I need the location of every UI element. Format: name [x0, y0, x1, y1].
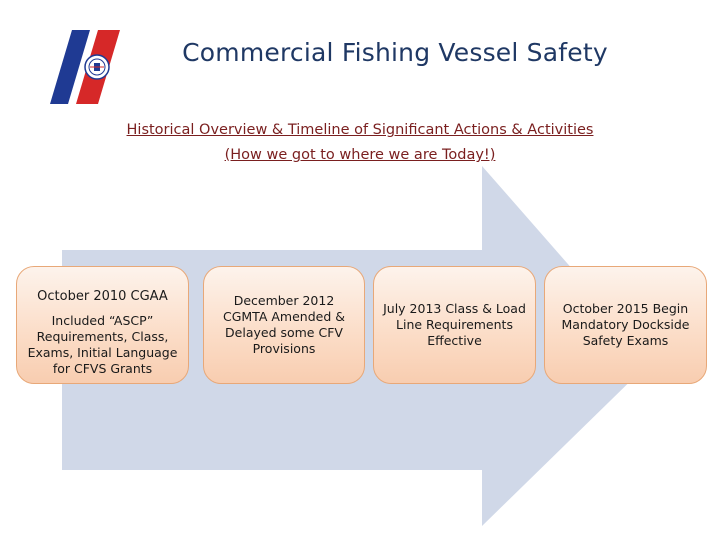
- timeline-text-2010: Included “ASCP” Requirements, Class, Exams, Initial Language for CFVS Grants: [27, 313, 178, 376]
- timeline-text-2013: July 2013 Class & Load Line Requirements Effective: [383, 301, 526, 348]
- subtitle-line-1: Historical Overview & Timeline of Significant Actions & Activities: [126, 122, 594, 138]
- timeline-box-2013: [373, 266, 536, 384]
- timeline-box-2015: [544, 266, 707, 384]
- page-title: Commercial Fishing Vessel Safety: [182, 38, 608, 67]
- timeline-box-2012: [203, 266, 365, 384]
- timeline-box-2010: [16, 266, 189, 384]
- timeline-text-2012: December 2012 CGMTA Amended & Delayed some CFV Provisions: [222, 293, 345, 356]
- timeline-date-2010: October 2010 CGAA: [37, 289, 168, 304]
- subtitle-line-2: (How we got to where we are Today!): [224, 147, 496, 163]
- timeline-text-2015: October 2015 Begin Mandatory Dockside Safety Exams: [561, 301, 690, 348]
